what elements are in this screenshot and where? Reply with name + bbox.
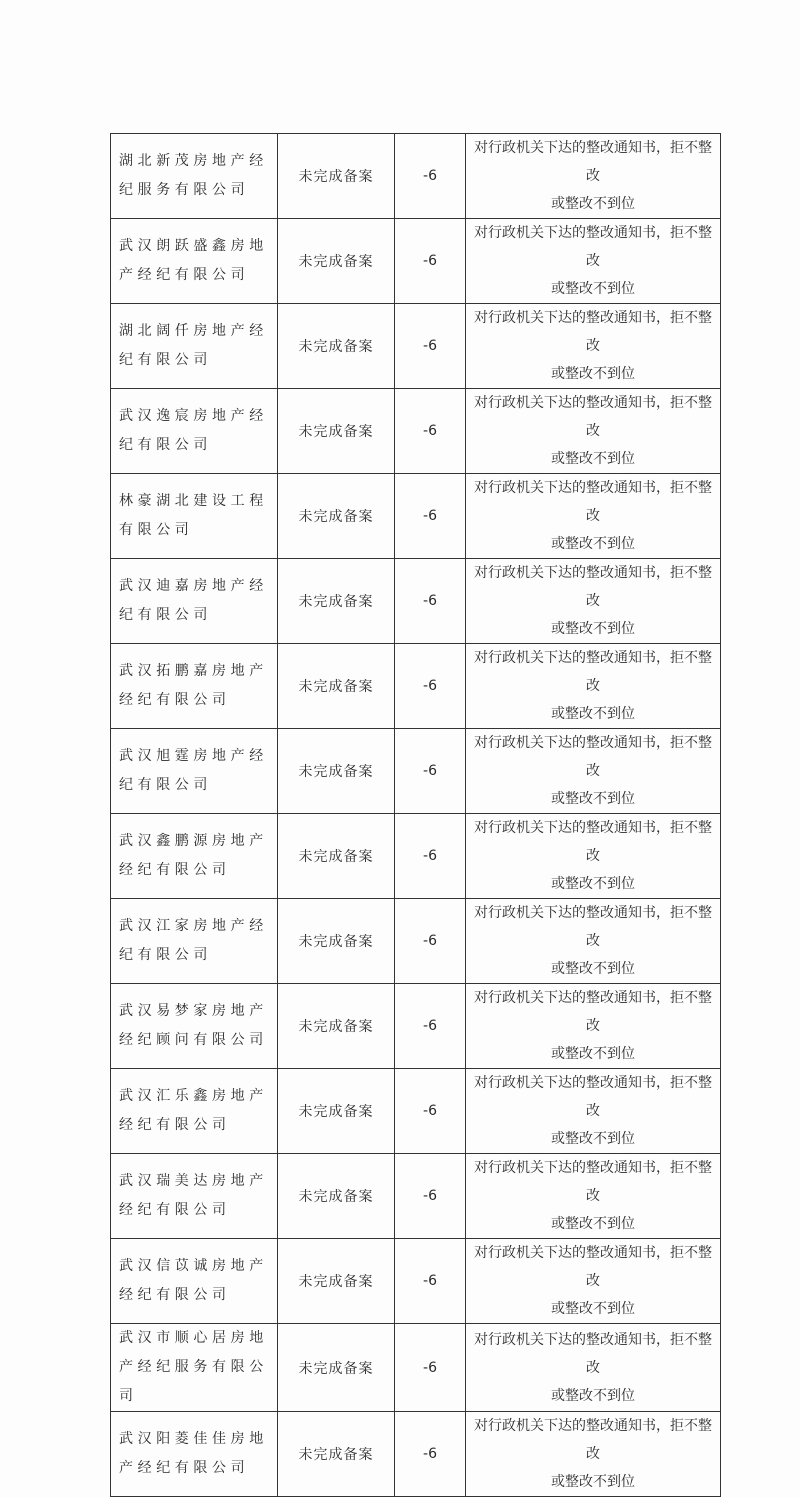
filing-status: 未完成备案 bbox=[278, 304, 395, 389]
reason-line-1: 对行政机关下达的整改通知书，拒不整改 bbox=[474, 310, 712, 354]
company-name: 武汉迪嘉房地产经纪有限公司 bbox=[111, 559, 278, 644]
score-deduction: -6 bbox=[395, 134, 466, 219]
company-name: 武汉市顺心居房地产经纪服务有限公司 bbox=[111, 1324, 278, 1412]
filing-status: 未完成备案 bbox=[278, 1239, 395, 1324]
score-deduction: -6 bbox=[395, 814, 466, 899]
table-row bbox=[111, 644, 721, 729]
company-name: 武汉朗跃盛鑫房地产经纪有限公司 bbox=[111, 219, 278, 304]
company-name: 湖北新茂房地产经纪服务有限公司 bbox=[111, 134, 278, 219]
reason-line-2: 或整改不到位 bbox=[551, 536, 635, 552]
company-name: 武汉阳菱佳佳房地产经纪有限公司 bbox=[111, 1412, 278, 1497]
filing-status: 未完成备案 bbox=[278, 984, 395, 1069]
violation-reason bbox=[466, 1324, 721, 1412]
score-deduction: -6 bbox=[395, 984, 466, 1069]
violation-reason bbox=[466, 644, 721, 729]
reason-line-2: 或整改不到位 bbox=[551, 621, 635, 637]
reason-line-2: 或整改不到位 bbox=[551, 281, 635, 297]
reason-line-1: 对行政机关下达的整改通知书，拒不整改 bbox=[474, 565, 712, 609]
violation-reason bbox=[466, 474, 721, 559]
reason-line-1: 对行政机关下达的整改通知书，拒不整改 bbox=[474, 1075, 712, 1119]
violation-reason bbox=[466, 1412, 721, 1497]
score-deduction: -6 bbox=[395, 644, 466, 729]
table-row bbox=[111, 1069, 721, 1154]
table-row bbox=[111, 729, 721, 814]
company-name: 武汉旭霆房地产经纪有限公司 bbox=[111, 729, 278, 814]
filing-status: 未完成备案 bbox=[278, 1069, 395, 1154]
violation-reason bbox=[466, 1154, 721, 1239]
reason-line-1: 对行政机关下达的整改通知书，拒不整改 bbox=[474, 735, 712, 779]
filing-status: 未完成备案 bbox=[278, 1412, 395, 1497]
table-row bbox=[111, 814, 721, 899]
company-name: 武汉逸宸房地产经纪有限公司 bbox=[111, 389, 278, 474]
table-row bbox=[111, 474, 721, 559]
table-row bbox=[111, 1324, 721, 1412]
table-row bbox=[111, 134, 721, 219]
score-deduction: -6 bbox=[395, 729, 466, 814]
violation-reason bbox=[466, 219, 721, 304]
score-deduction: -6 bbox=[395, 1069, 466, 1154]
score-deduction: -6 bbox=[395, 1154, 466, 1239]
violation-reason bbox=[466, 729, 721, 814]
reason-line-1: 对行政机关下达的整改通知书，拒不整改 bbox=[474, 1245, 712, 1289]
filing-status: 未完成备案 bbox=[278, 814, 395, 899]
reason-line-1: 对行政机关下达的整改通知书，拒不整改 bbox=[474, 820, 712, 864]
reason-line-1: 对行政机关下达的整改通知书，拒不整改 bbox=[474, 395, 712, 439]
violation-reason bbox=[466, 1069, 721, 1154]
reason-line-2: 或整改不到位 bbox=[551, 876, 635, 892]
filing-status: 未完成备案 bbox=[278, 474, 395, 559]
reason-line-2: 或整改不到位 bbox=[551, 366, 635, 382]
filing-status: 未完成备案 bbox=[278, 644, 395, 729]
reason-line-2: 或整改不到位 bbox=[551, 961, 635, 977]
reason-line-1: 对行政机关下达的整改通知书，拒不整改 bbox=[474, 225, 712, 269]
score-deduction: -6 bbox=[395, 474, 466, 559]
reason-line-2: 或整改不到位 bbox=[551, 1474, 635, 1490]
table-row bbox=[111, 1239, 721, 1324]
reason-line-1: 对行政机关下达的整改通知书，拒不整改 bbox=[474, 905, 712, 949]
table-row bbox=[111, 219, 721, 304]
reason-line-2: 或整改不到位 bbox=[551, 1131, 635, 1147]
filing-status: 未完成备案 bbox=[278, 729, 395, 814]
reason-line-2: 或整改不到位 bbox=[551, 451, 635, 467]
score-deduction: -6 bbox=[395, 1412, 466, 1497]
violation-reason bbox=[466, 899, 721, 984]
violation-reason bbox=[466, 389, 721, 474]
penalty-table bbox=[110, 133, 721, 1497]
reason-line-2: 或整改不到位 bbox=[551, 196, 635, 212]
company-name: 武汉汇乐鑫房地产经纪有限公司 bbox=[111, 1069, 278, 1154]
reason-line-2: 或整改不到位 bbox=[551, 791, 635, 807]
table-row bbox=[111, 389, 721, 474]
table-row bbox=[111, 984, 721, 1069]
violation-reason bbox=[466, 134, 721, 219]
violation-reason bbox=[466, 304, 721, 389]
reason-line-2: 或整改不到位 bbox=[551, 1387, 635, 1404]
company-name: 武汉拓鹏嘉房地产经纪有限公司 bbox=[111, 644, 278, 729]
score-deduction: -6 bbox=[395, 219, 466, 304]
filing-status: 未完成备案 bbox=[278, 899, 395, 984]
company-name: 武汉鑫鹏源房地产经纪有限公司 bbox=[111, 814, 278, 899]
reason-line-1: 对行政机关下达的整改通知书，拒不整改 bbox=[474, 1160, 712, 1204]
score-deduction: -6 bbox=[395, 304, 466, 389]
company-name: 林豪湖北建设工程有限公司 bbox=[111, 474, 278, 559]
table-row bbox=[111, 1412, 721, 1497]
reason-line-1: 对行政机关下达的整改通知书，拒不整改 bbox=[474, 1331, 712, 1376]
score-deduction: -6 bbox=[395, 899, 466, 984]
table-row bbox=[111, 304, 721, 389]
filing-status: 未完成备案 bbox=[278, 1324, 395, 1412]
filing-status: 未完成备案 bbox=[278, 389, 395, 474]
reason-line-2: 或整改不到位 bbox=[551, 706, 635, 722]
company-name: 武汉易梦家房地产经纪顾问有限公司 bbox=[111, 984, 278, 1069]
reason-line-1: 对行政机关下达的整改通知书，拒不整改 bbox=[474, 650, 712, 694]
violation-reason bbox=[466, 559, 721, 644]
violation-reason bbox=[466, 984, 721, 1069]
reason-line-2: 或整改不到位 bbox=[551, 1216, 635, 1232]
reason-line-2: 或整改不到位 bbox=[551, 1301, 635, 1317]
company-name: 湖北阔仟房地产经纪有限公司 bbox=[111, 304, 278, 389]
company-name: 武汉瑞美达房地产经纪有限公司 bbox=[111, 1154, 278, 1239]
violation-reason bbox=[466, 1239, 721, 1324]
filing-status: 未完成备案 bbox=[278, 219, 395, 304]
reason-line-2: 或整改不到位 bbox=[551, 1046, 635, 1062]
filing-status: 未完成备案 bbox=[278, 134, 395, 219]
reason-line-1: 对行政机关下达的整改通知书，拒不整改 bbox=[474, 990, 712, 1034]
reason-line-1: 对行政机关下达的整改通知书，拒不整改 bbox=[474, 1418, 712, 1462]
score-deduction: -6 bbox=[395, 559, 466, 644]
reason-line-1: 对行政机关下达的整改通知书，拒不整改 bbox=[474, 480, 712, 524]
filing-status: 未完成备案 bbox=[278, 559, 395, 644]
company-name: 武汉江家房地产经纪有限公司 bbox=[111, 899, 278, 984]
filing-status: 未完成备案 bbox=[278, 1154, 395, 1239]
reason-line-1: 对行政机关下达的整改通知书，拒不整改 bbox=[474, 140, 712, 184]
table-row bbox=[111, 559, 721, 644]
table-row bbox=[111, 1154, 721, 1239]
score-deduction: -6 bbox=[395, 389, 466, 474]
violation-reason bbox=[466, 814, 721, 899]
company-name: 武汉信苡诚房地产经纪有限公司 bbox=[111, 1239, 278, 1324]
score-deduction: -6 bbox=[395, 1324, 466, 1412]
table-row bbox=[111, 899, 721, 984]
score-deduction: -6 bbox=[395, 1239, 466, 1324]
